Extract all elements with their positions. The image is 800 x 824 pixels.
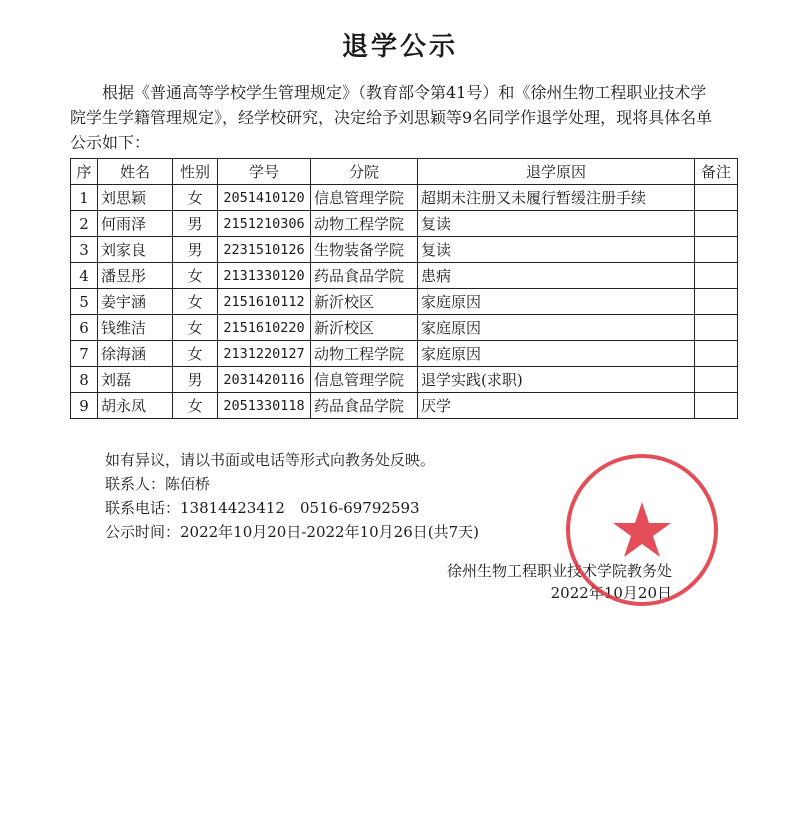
cell-gender: 女 <box>173 263 218 289</box>
header-college: 分院 <box>311 159 418 185</box>
header-reason: 退学原因 <box>418 159 695 185</box>
cell-no: 4 <box>71 263 98 289</box>
cell-no: 9 <box>71 393 98 419</box>
cell-reason: 家庭原因 <box>418 289 695 315</box>
contact-person: 联系人：陈佰桥 <box>105 475 211 493</box>
cell-gender: 女 <box>173 185 218 211</box>
cell-reason: 退学实践(求职) <box>418 367 695 393</box>
cell-note <box>695 237 738 263</box>
table-row <box>71 341 738 367</box>
contact-phone: 联系电话：13814423412 0516-69792593 <box>105 499 420 517</box>
cell-reason: 家庭原因 <box>418 315 695 341</box>
cell-reason: 复读 <box>418 237 695 263</box>
header-no: 序 <box>71 159 98 185</box>
table-row <box>71 185 738 211</box>
intro-text <box>70 80 720 155</box>
cell-no: 3 <box>71 237 98 263</box>
cell-gender: 女 <box>173 289 218 315</box>
table-row <box>71 237 738 263</box>
table-header-row <box>71 159 738 185</box>
cell-no: 1 <box>71 185 98 211</box>
cell-name: 钱维洁 <box>98 315 173 341</box>
table-row <box>71 315 738 341</box>
seal-star <box>613 502 671 557</box>
cell-student-id: 2151210306 <box>218 211 311 237</box>
header-gender: 性别 <box>173 159 218 185</box>
cell-reason: 超期未注册又未履行暂缓注册手续 <box>418 185 695 211</box>
cell-note <box>695 211 738 237</box>
cell-no: 6 <box>71 315 98 341</box>
cell-gender: 男 <box>173 211 218 237</box>
cell-student-id: 2051410120 <box>218 185 311 211</box>
cell-name: 徐海涵 <box>98 341 173 367</box>
cell-note <box>695 263 738 289</box>
objection-note: 如有异议，请以书面或电话等形式向教务处反映。 <box>105 451 436 469</box>
cell-reason: 家庭原因 <box>418 341 695 367</box>
header-note: 备注 <box>695 159 738 185</box>
cell-name: 胡永凤 <box>98 393 173 419</box>
cell-reason: 复读 <box>418 211 695 237</box>
page-title: 退学公示 <box>341 32 458 62</box>
cell-gender: 男 <box>173 237 218 263</box>
cell-note <box>695 185 738 211</box>
cell-student-id: 2131330120 <box>218 263 311 289</box>
issue-date: 2022年10月20日 <box>550 584 672 602</box>
cell-no: 2 <box>71 211 98 237</box>
cell-name: 刘思颖 <box>98 185 173 211</box>
cell-college: 生物装备学院 <box>311 237 418 263</box>
cell-college: 药品食品学院 <box>311 263 418 289</box>
cell-name: 刘家良 <box>98 237 173 263</box>
cell-college: 信息管理学院 <box>311 185 418 211</box>
cell-gender: 女 <box>173 341 218 367</box>
table-row <box>71 367 738 393</box>
cell-reason: 患病 <box>418 263 695 289</box>
cell-gender: 女 <box>173 393 218 419</box>
notes-block <box>105 448 479 544</box>
cell-gender: 女 <box>173 315 218 341</box>
cell-no: 5 <box>71 289 98 315</box>
cell-college: 药品食品学院 <box>311 393 418 419</box>
cell-name: 潘昱彤 <box>98 263 173 289</box>
cell-note <box>695 341 738 367</box>
cell-student-id: 2031420116 <box>218 367 311 393</box>
cell-note <box>695 315 738 341</box>
withdrawal-table <box>70 158 738 419</box>
cell-no: 7 <box>71 341 98 367</box>
table-row <box>71 289 738 315</box>
cell-student-id: 2231510126 <box>218 237 311 263</box>
cell-note <box>695 393 738 419</box>
cell-student-id: 2151610112 <box>218 289 311 315</box>
intro-paragraph: 根据《普通高等学校学生管理规定》（教育部令第41号）和《徐州生物工程职业技术学院学生学籍管理规定》，经学校研究，决定给予刘思颖等9名同学作退学处理，现将具体名单公示如下： <box>70 83 713 152</box>
cell-student-id: 2131220127 <box>218 341 311 367</box>
cell-college: 信息管理学院 <box>311 367 418 393</box>
cell-name: 何雨泽 <box>98 211 173 237</box>
signoff-block <box>447 560 672 604</box>
table-row <box>71 263 738 289</box>
cell-student-id: 2151610220 <box>218 315 311 341</box>
cell-college: 动物工程学院 <box>311 341 418 367</box>
cell-college: 新沂校区 <box>311 315 418 341</box>
table-row <box>71 211 738 237</box>
cell-note <box>695 367 738 393</box>
cell-reason: 厌学 <box>418 393 695 419</box>
issuing-office: 徐州生物工程职业技术学院教务处 <box>446 562 672 580</box>
cell-name: 姜宇涵 <box>98 289 173 315</box>
cell-name: 刘磊 <box>98 367 173 393</box>
table-row <box>71 393 738 419</box>
header-name: 姓名 <box>98 159 173 185</box>
cell-no: 8 <box>71 367 98 393</box>
cell-gender: 男 <box>173 367 218 393</box>
cell-student-id: 2051330118 <box>218 393 311 419</box>
cell-college: 新沂校区 <box>311 289 418 315</box>
cell-college: 动物工程学院 <box>311 211 418 237</box>
table-body <box>71 185 738 419</box>
cell-note <box>695 289 738 315</box>
header-student-id: 学号 <box>218 159 311 185</box>
publicity-period: 公示时间：2022年10月20日-2022年10月26日(共7天) <box>105 523 480 541</box>
